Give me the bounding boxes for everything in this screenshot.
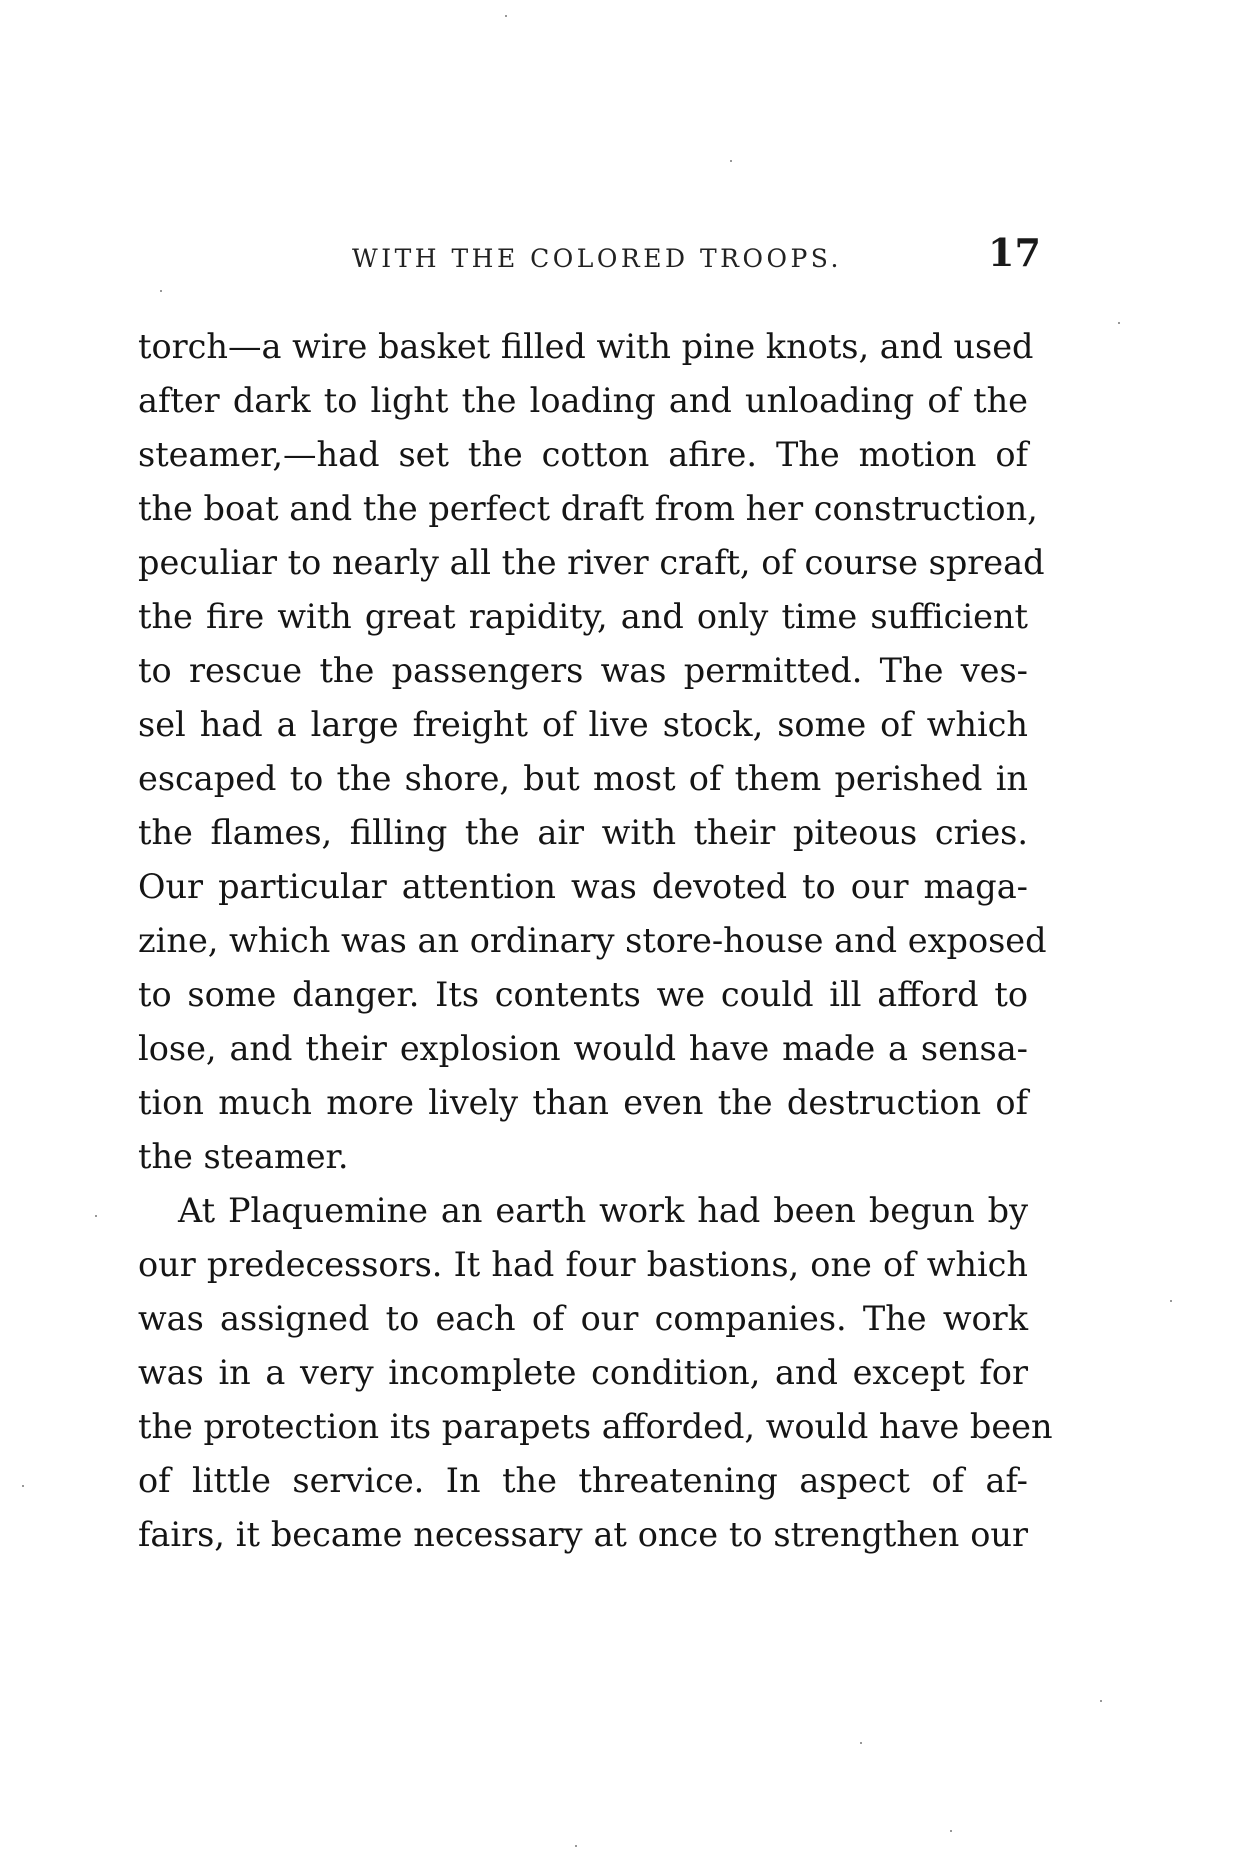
text-line: peculiar to nearly all the river craft, of course spread — [138, 543, 1045, 582]
scan-speck — [505, 15, 507, 17]
scan-speck — [1118, 322, 1120, 324]
scan-speck — [1100, 1700, 1102, 1702]
scan-speck — [1170, 1300, 1172, 1302]
scan-speck — [95, 1215, 97, 1217]
running-head: WITH THE COLORED TROOPS. — [352, 244, 842, 273]
text-line: At Plaquemine an earth work had been begun by — [178, 1191, 1028, 1230]
text-line: the protection its parapets afforded, would have been — [138, 1407, 1053, 1446]
text-line: to some danger. Its contents we could ill afford to — [138, 975, 1028, 1014]
scan-speck — [22, 1485, 24, 1487]
scan-speck — [575, 1845, 577, 1847]
text-line: the flames, filling the air with their piteous cries. — [138, 813, 1028, 852]
text-line: the steamer. — [138, 1137, 349, 1176]
text-line: fairs, it became necessary at once to strengthen our — [138, 1515, 1028, 1554]
paragraph-2 — [138, 1184, 1053, 1562]
text-line: sel had a large freight of live stock, some of which — [138, 705, 1028, 744]
scan-speck — [730, 160, 732, 162]
scan-speck — [160, 290, 162, 292]
text-line: escaped to the shore, but most of them perished in — [138, 759, 1028, 798]
text-line: lose, and their explosion would have made a sensa- — [138, 1029, 1028, 1068]
paragraph-1 — [138, 320, 1047, 1184]
text-line: tion much more lively than even the destruction of — [138, 1083, 1028, 1122]
body-text — [138, 320, 1053, 1562]
text-line: to rescue the passengers was permitted. The ves- — [138, 651, 1028, 690]
text-line: Our particular attention was devoted to our maga- — [138, 867, 1028, 906]
scan-speck — [860, 1742, 862, 1744]
text-line: zine, which was an ordinary store-house and exposed — [138, 921, 1047, 960]
text-line: the boat and the perfect draft from her construction, — [138, 489, 1038, 528]
text-line: the fire with great rapidity, and only time sufficient — [138, 597, 1028, 636]
text-line: steamer,—had set the cotton afire. The motion of — [138, 435, 1028, 474]
text-line: was in a very incomplete condition, and except for — [138, 1353, 1028, 1392]
text-line: after dark to light the loading and unloading of the — [138, 381, 1028, 420]
page-number: 17 — [988, 230, 1041, 275]
text-line: was assigned to each of our companies. The work — [138, 1299, 1028, 1338]
scan-speck — [950, 1830, 952, 1832]
text-line: torch—a wire basket filled with pine knots, and used — [138, 327, 1034, 366]
text-line: of little service. In the threatening aspect of af- — [138, 1461, 1028, 1500]
text-line: our predecessors. It had four bastions, one of which — [138, 1245, 1028, 1284]
